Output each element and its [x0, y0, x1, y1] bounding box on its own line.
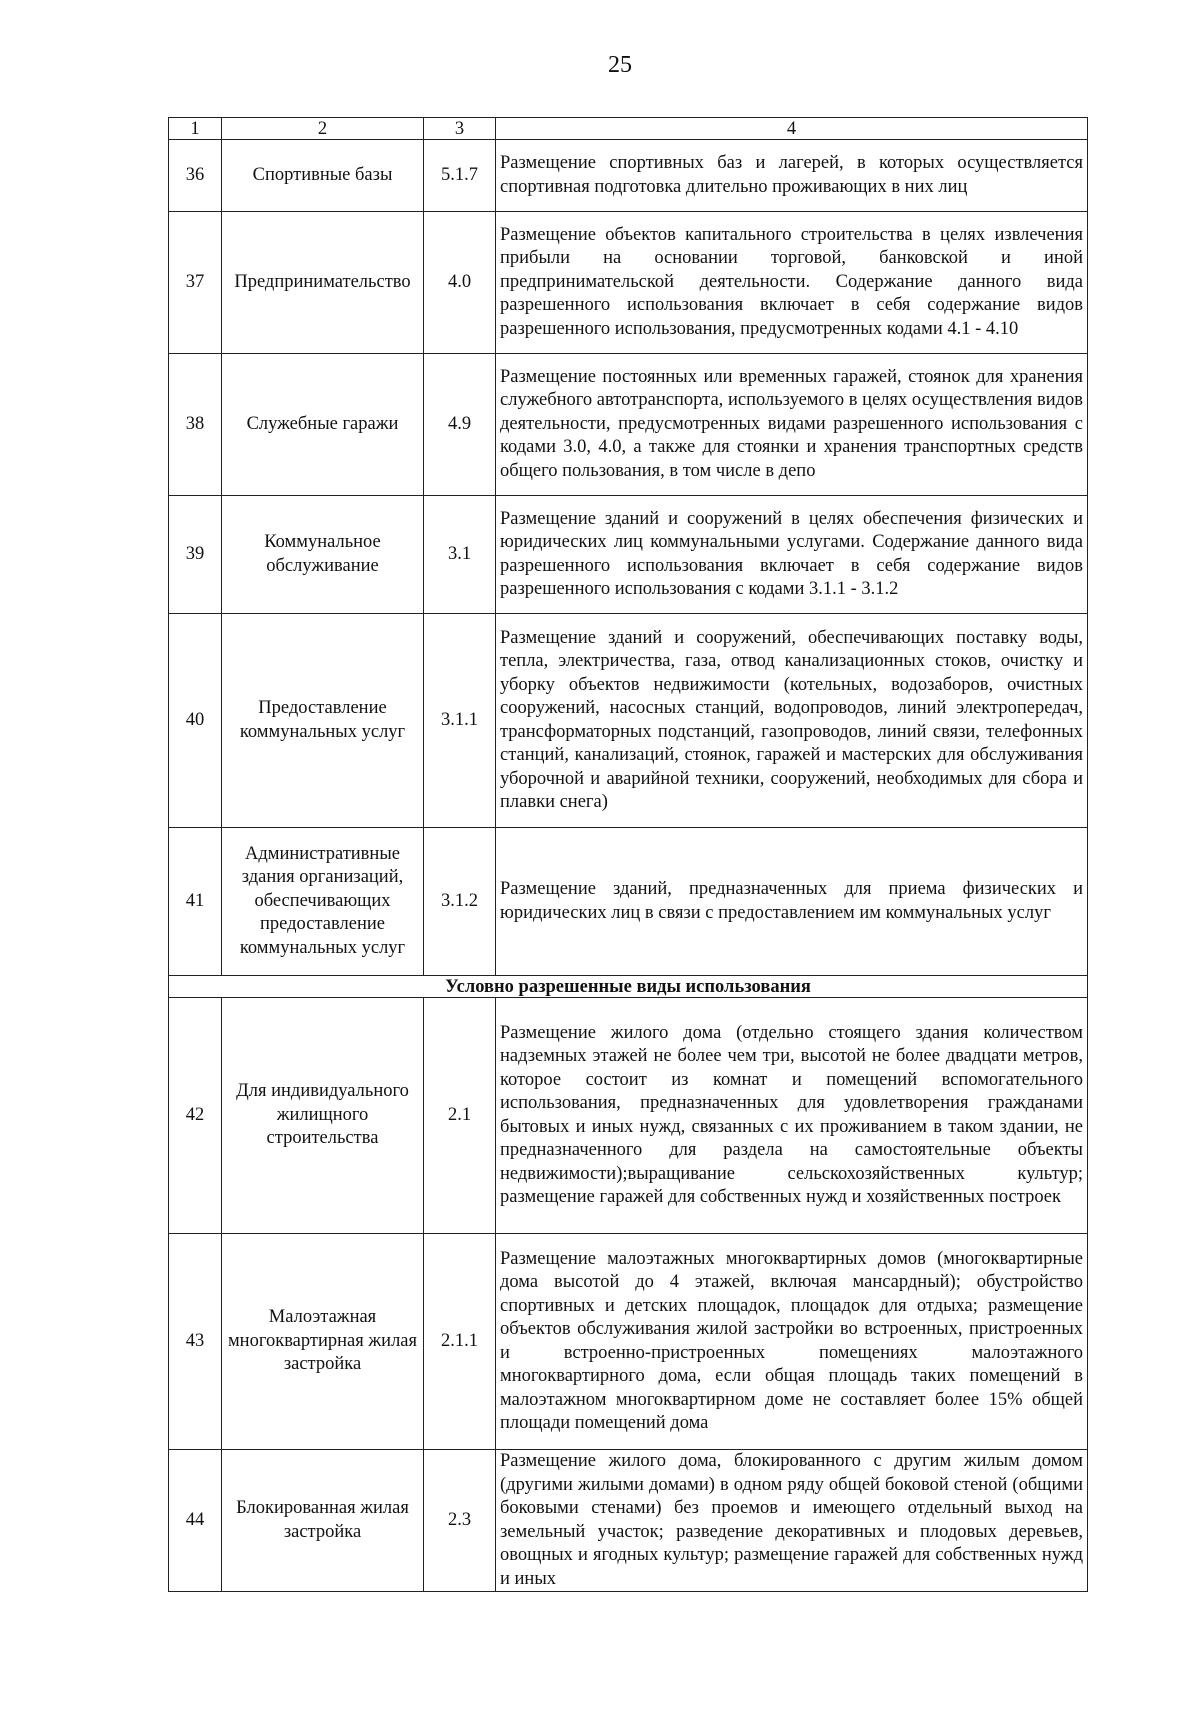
table-header-row — [169, 118, 1088, 140]
row-code: 4.0 — [424, 212, 496, 354]
row-number: 39 — [169, 496, 222, 614]
row-description: Размещение спортивных баз и лагерей, в которых осуществляется спортивная подготовка длительно проживающих в них лиц — [496, 140, 1088, 212]
row-description: Размещение жилого дома, блокированного с другим жилым домом (другими жилыми домами) в одном ряду общей боковой стеной (общими боковыми стенами) без проемов и имеющего отдельный выход на земельный участок; разведение декоративных и плодовых деревьев, овощных и ягодных культур; размещение гаражей для собственных нужд и иных — [496, 1450, 1088, 1592]
row-name: Спортивные базы — [222, 140, 424, 212]
row-name: Служебные гаражи — [222, 354, 424, 496]
table-row — [169, 140, 1088, 212]
row-description: Размещение объектов капитального строительства в целях извлечения прибыли на основании торговой, банковской и иной предпринимательской деятельности. Содержание данного вида разрешенного использования включает в себя содержание видов разрешенного использования, предусмотренных кодами 4.1 - 4.10 — [496, 212, 1088, 354]
row-code: 2.3 — [424, 1450, 496, 1592]
row-description: Размещение зданий и сооружений в целях обеспечения физических и юридических лиц коммунальными услугами. Содержание данного вида разрешенного использования включает в себя содержание видов разрешенного использования с кодами 3.1.1 - 3.1.2 — [496, 496, 1088, 614]
section-header-row — [169, 976, 1088, 998]
row-name: Малоэтажная многоквартирная жилая застройка — [222, 1234, 424, 1450]
row-number: 43 — [169, 1234, 222, 1450]
column-header: 3 — [424, 118, 496, 140]
row-name: Предоставление коммунальных услуг — [222, 614, 424, 828]
row-name: Для индивидуального жилищного строительства — [222, 998, 424, 1234]
row-description: Размещение зданий и сооружений, обеспечивающих поставку воды, тепла, электричества, газа, отвод канализационных стоков, очистку и уборку объектов недвижимости (котельных, водозаборов, очистных сооружений, насосных станций, водопроводов, линий электропередач, трансформаторных подстанций, газопроводов, линий связи, телефонных станций, канализаций, стоянок, гаражей и мастерских для обслуживания уборочной и аварийной техники, сооружений, необходимых для сбора и плавки снега) — [496, 614, 1088, 828]
row-number: 36 — [169, 140, 222, 212]
row-description: Размещение малоэтажных многоквартирных домов (многоквартирные дома высотой до 4 этажей, включая мансардный); обустройство спортивных и детских площадок, площадок для отдыха; размещение объектов обслуживания жилой застройки во встроенных, пристроенных и встроенно-пристроенных помещениях малоэтажного многоквартирного дома, если общая площадь таких помещений в малоэтажном многоквартирном доме не составляет более 15% общей площади помещений дома — [496, 1234, 1088, 1450]
section-title: Условно разрешенные виды использования — [169, 976, 1088, 998]
table-row — [169, 1234, 1088, 1450]
table-row — [169, 496, 1088, 614]
table-row — [169, 998, 1088, 1234]
row-name: Предпринимательство — [222, 212, 424, 354]
table-row — [169, 828, 1088, 976]
table-row — [169, 1450, 1088, 1592]
row-code: 3.1 — [424, 496, 496, 614]
column-header: 2 — [222, 118, 424, 140]
row-name: Административные здания организаций, обеспечивающих предоставление коммунальных услуг — [222, 828, 424, 976]
row-code: 3.1.1 — [424, 614, 496, 828]
row-number: 44 — [169, 1450, 222, 1592]
column-header: 4 — [496, 118, 1088, 140]
row-code: 3.1.2 — [424, 828, 496, 976]
row-description: Размещение зданий, предназначенных для приема физических и юридических лиц в связи с предоставлением им коммунальных услуг — [496, 828, 1088, 976]
row-code: 2.1 — [424, 998, 496, 1234]
row-description: Размещение жилого дома (отдельно стоящего здания количеством надземных этажей не более чем три, высотой не более двадцати метров, которое состоит из комнат и помещений вспомогательного использования, предназначенных для удовлетворения гражданами бытовых и иных нужд, связанных с их проживанием в таком здании, не предназначенного для раздела на самостоятельные объекты недвижимости);выращивание сельскохозяйственных культур; размещение гаражей для собственных нужд и хозяйственных построек — [496, 998, 1088, 1234]
row-number: 38 — [169, 354, 222, 496]
row-number: 42 — [169, 998, 222, 1234]
table-row — [169, 354, 1088, 496]
table-row — [169, 614, 1088, 828]
page-number: 25 — [608, 52, 632, 78]
row-number: 37 — [169, 212, 222, 354]
row-name: Блокированная жилая застройка — [222, 1450, 424, 1592]
row-number: 40 — [169, 614, 222, 828]
row-name: Коммунальное обслуживание — [222, 496, 424, 614]
row-code: 4.9 — [424, 354, 496, 496]
table-row — [169, 212, 1088, 354]
row-code: 2.1.1 — [424, 1234, 496, 1450]
row-number: 41 — [169, 828, 222, 976]
row-description: Размещение постоянных или временных гаражей, стоянок для хранения служебного автотранспорта, используемого в целях осуществления видов деятельности, предусмотренных видами разрешенного использования с кодами 3.0, 4.0, а также для стоянки и хранения транспортных средств общего пользования, в том числе в депо — [496, 354, 1088, 496]
row-code: 5.1.7 — [424, 140, 496, 212]
land-use-table — [168, 117, 1088, 1592]
column-header: 1 — [169, 118, 222, 140]
